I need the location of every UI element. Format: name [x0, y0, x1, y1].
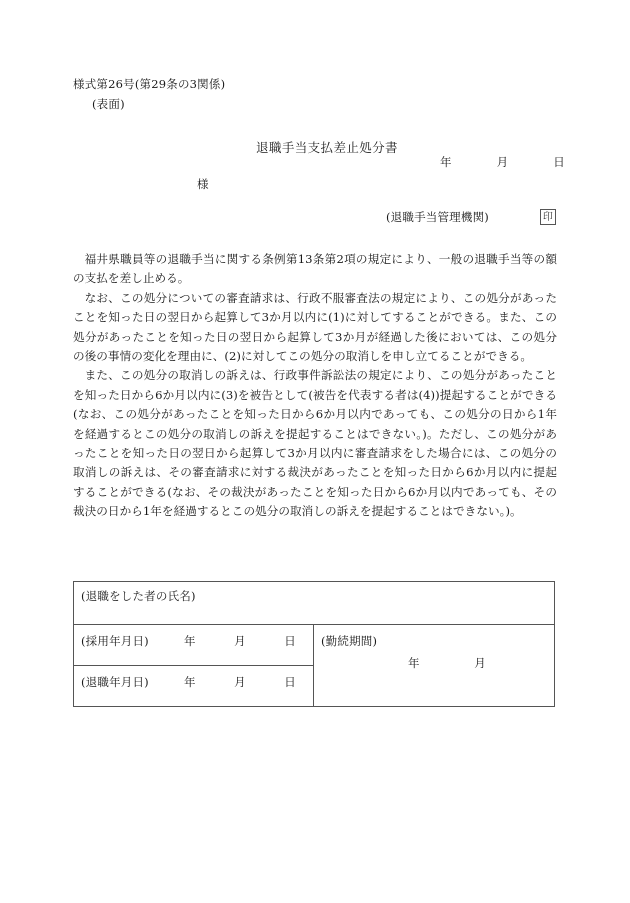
document-title: 退職手当支払差止処分書 [256, 140, 398, 155]
retiree-name-cell[interactable]: (退職をした者の氏名) [74, 582, 555, 625]
body-paragraph-1: 福井県職員等の退職手当に関する条例第13条第2項の規定により、一般の退職手当等の額の支払を差し止める。 [73, 252, 557, 286]
retire-date-blanks [184, 674, 296, 690]
form-header [73, 74, 225, 114]
form-face-label: (表面) [92, 97, 125, 111]
body-paragraph-3: また、この処分の取消しの訴えは、行政事件訴訟法の規定により、この処分があったことを知った日から6か月以内に(3)を被告として(被告を代表する者は(4))提起することができる(なお、この処分があったことを知った日から6か月以内であっても、この処分の日から1年を経過するとこの処分の取消しの訴えを提起することはできない。)。ただし、この処分があったことを知った日の翌日から起算して3か月以内に審査請求をした場合には、この処分の取消しの訴えは、その審査請求に対する裁決があったことを知った日から6か月以内に提起することができる(なお、その裁決があったことを知った日から6か月以内であっても、その裁決の日から1年を経過するとこの処分の取消しの訴えを提起することはできない。)。 [73, 368, 557, 519]
addressee-honorific: 様 [197, 177, 209, 191]
retiree-info-table [73, 581, 555, 707]
tenure-year-blank: 年 [408, 656, 420, 670]
body-paragraph-2: なお、この処分についての審査請求は、行政不服審査法の規定により、この処分があったことを知った日の翌日から起算して3か月以内に(1)に対してすることができる。また、この処分があったことを知った日の翌日から起算して3か月が経過した後においては、この処分の後の事情の変化を理由に、(2)に対してこの処分の取消しを申し立てることができる。 [73, 290, 557, 364]
retire-date-label: (退職年月日) [81, 675, 149, 689]
hire-date-day-blank: 日 [284, 634, 296, 648]
retire-date-month-blank: 月 [234, 675, 246, 689]
document-body [73, 250, 557, 522]
tenure-label: (勤続期間) [321, 634, 378, 648]
issue-date-month-blank: 月 [496, 155, 509, 169]
table-row-hire-date [74, 625, 555, 666]
issue-date-line [440, 154, 565, 170]
retire-date-cell[interactable] [74, 666, 314, 707]
tenure-cell[interactable] [314, 625, 555, 707]
hire-date-blanks [184, 633, 296, 649]
seal-stamp-icon: 印 [540, 209, 556, 225]
tenure-blanks [408, 655, 486, 671]
hire-date-month-blank: 月 [234, 634, 246, 648]
retire-date-year-blank: 年 [184, 675, 196, 689]
hire-date-label: (採用年月日) [81, 634, 149, 648]
issue-date-year-blank: 年 [440, 155, 452, 169]
issuer-label: (退職手当管理機関) [386, 210, 489, 224]
hire-date-year-blank: 年 [184, 634, 196, 648]
tenure-month-blank: 月 [474, 656, 486, 670]
form-number: 様式第26号(第29条の3関係) [73, 77, 226, 91]
issue-date-day-blank: 日 [553, 155, 565, 169]
hire-date-cell[interactable] [74, 625, 314, 666]
retire-date-day-blank: 日 [284, 675, 296, 689]
issuer-row [386, 209, 556, 225]
table-row-name [74, 582, 555, 625]
